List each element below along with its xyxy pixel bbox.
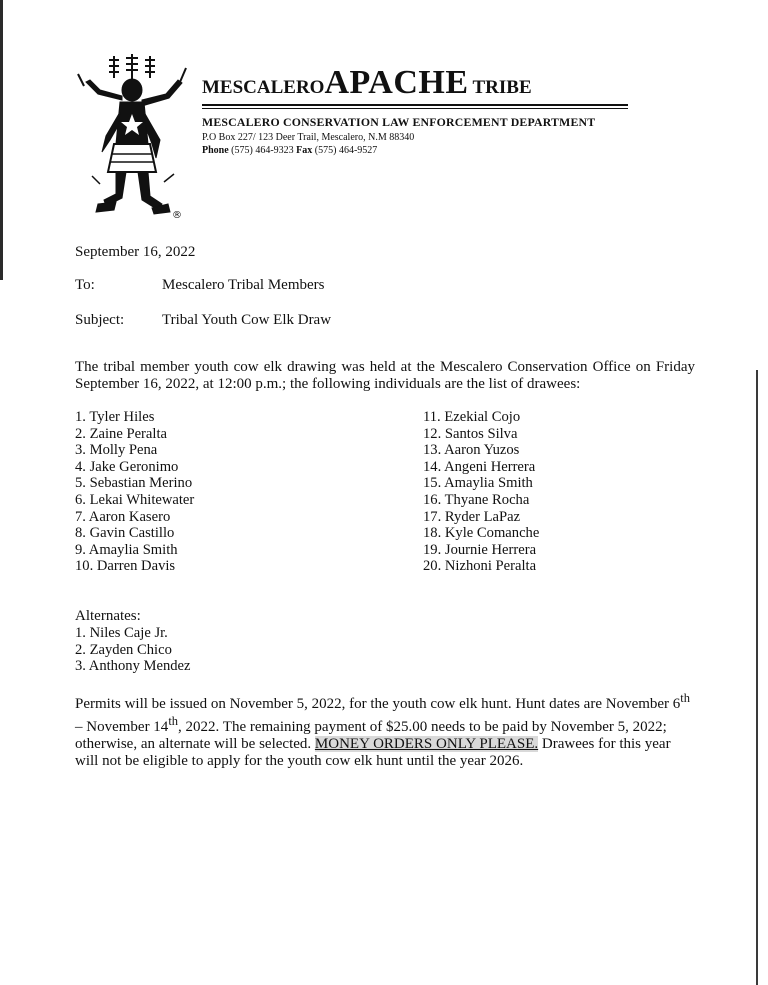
list-item: 3. Molly Pena [75, 442, 158, 459]
to-label: To: [75, 277, 95, 293]
closing-part-1: Permits will be issued on November 5, 2022, for the youth cow elk hunt. Hunt dates are November 6 [75, 696, 681, 712]
tribe-name [202, 66, 628, 100]
list-item: 19. Journie Herrera [423, 541, 537, 558]
tribe-suffix: TRIBE [472, 77, 532, 98]
list-item: 14. Angeni Herrera [423, 458, 536, 475]
list-item: 9. Amaylia Smith [75, 541, 178, 558]
drawees-column-1 [75, 409, 194, 575]
list-item: 6. Lekai Whitewater [75, 491, 195, 508]
phone-number: (575) 464-9323 [231, 145, 294, 156]
list-item: 12. Santos Silva [423, 425, 518, 442]
department-name: MESCALERO CONSERVATION LAW ENFORCEMENT DEPARTMENT [202, 115, 596, 129]
closing-paragraph [75, 690, 697, 770]
tribe-main: APACHE [324, 64, 469, 101]
alternates-heading: Alternates: [75, 608, 141, 624]
list-item: 1. Niles Caje Jr. [75, 625, 168, 641]
list-item: 2. Zaine Peralta [75, 425, 167, 442]
scan-edge-right [756, 370, 758, 985]
list-item: 1. Tyler Hiles [75, 409, 155, 425]
letterhead-rule [202, 104, 628, 106]
memo-date: September 16, 2022 [75, 244, 196, 260]
to-value: Mescalero Tribal Members [162, 277, 325, 293]
registered-mark: ® [172, 210, 182, 221]
drawees-column-2 [423, 409, 539, 575]
closing-part-3: , 2022. The remaining payment of $25.00 needs to be paid by November 5, 2022; otherwise, an alternate will be selected. [75, 719, 667, 752]
list-item: 3. Anthony Mendez [75, 658, 191, 675]
subject-value: Tribal Youth Cow Elk Draw [162, 312, 332, 328]
letterhead [202, 66, 628, 156]
apache-dancer-logo-icon [76, 52, 188, 224]
list-item: 18. Kyle Comanche [423, 525, 540, 542]
list-item: 8. Gavin Castillo [75, 525, 175, 542]
tribe-prefix: MESCALERO [202, 77, 325, 98]
list-item: 2. Zayden Chico [75, 641, 172, 658]
list-item: 5. Sebastian Merino [75, 475, 193, 492]
letterhead-rule-thin [202, 108, 628, 109]
intro-paragraph: The tribal member youth cow elk drawing was held at the Mescalero Conservation Office on Friday September 16, 2022, at 12:00 p.m.; the following individuals are the list of drawees: [75, 359, 695, 392]
list-item: 10. Darren Davis [75, 558, 176, 575]
scan-edge-left [0, 0, 3, 280]
list-item: 15. Amaylia Smith [423, 475, 533, 492]
list-item: 17. Ryder LaPaz [423, 508, 521, 525]
phone-label: Phone [202, 145, 229, 156]
ordinal-suffix: th [168, 714, 179, 728]
list-item: 7. Aaron Kasero [75, 508, 171, 525]
list-item: 13. Aaron Yuzos [423, 442, 520, 459]
list-item: 11. Ezekial Cojo [423, 409, 521, 425]
subject-label: Subject: [75, 312, 125, 328]
list-item: 16. Thyane Rocha [423, 491, 530, 508]
ordinal-suffix: th [680, 691, 691, 705]
closing-part-2: – November 14 [75, 719, 169, 735]
money-orders-notice: MONEY ORDERS ONLY PLEASE. [314, 736, 539, 752]
alternates-list [75, 625, 191, 675]
closing-part-4: Drawees for this year will not be eligible to apply for the youth cow elk hunt until the year 2026. [75, 736, 671, 769]
list-item: 4. Jake Geronimo [75, 458, 179, 475]
fax-number: (575) 464-9527 [314, 145, 378, 156]
address: P.O Box 227/ 123 Deer Trail, Mescalero, N.M 88340 [202, 132, 415, 143]
list-item: 20. Nizhoni Peralta [423, 558, 537, 575]
fax-label: Fax [296, 145, 313, 156]
contact-line [202, 145, 628, 156]
